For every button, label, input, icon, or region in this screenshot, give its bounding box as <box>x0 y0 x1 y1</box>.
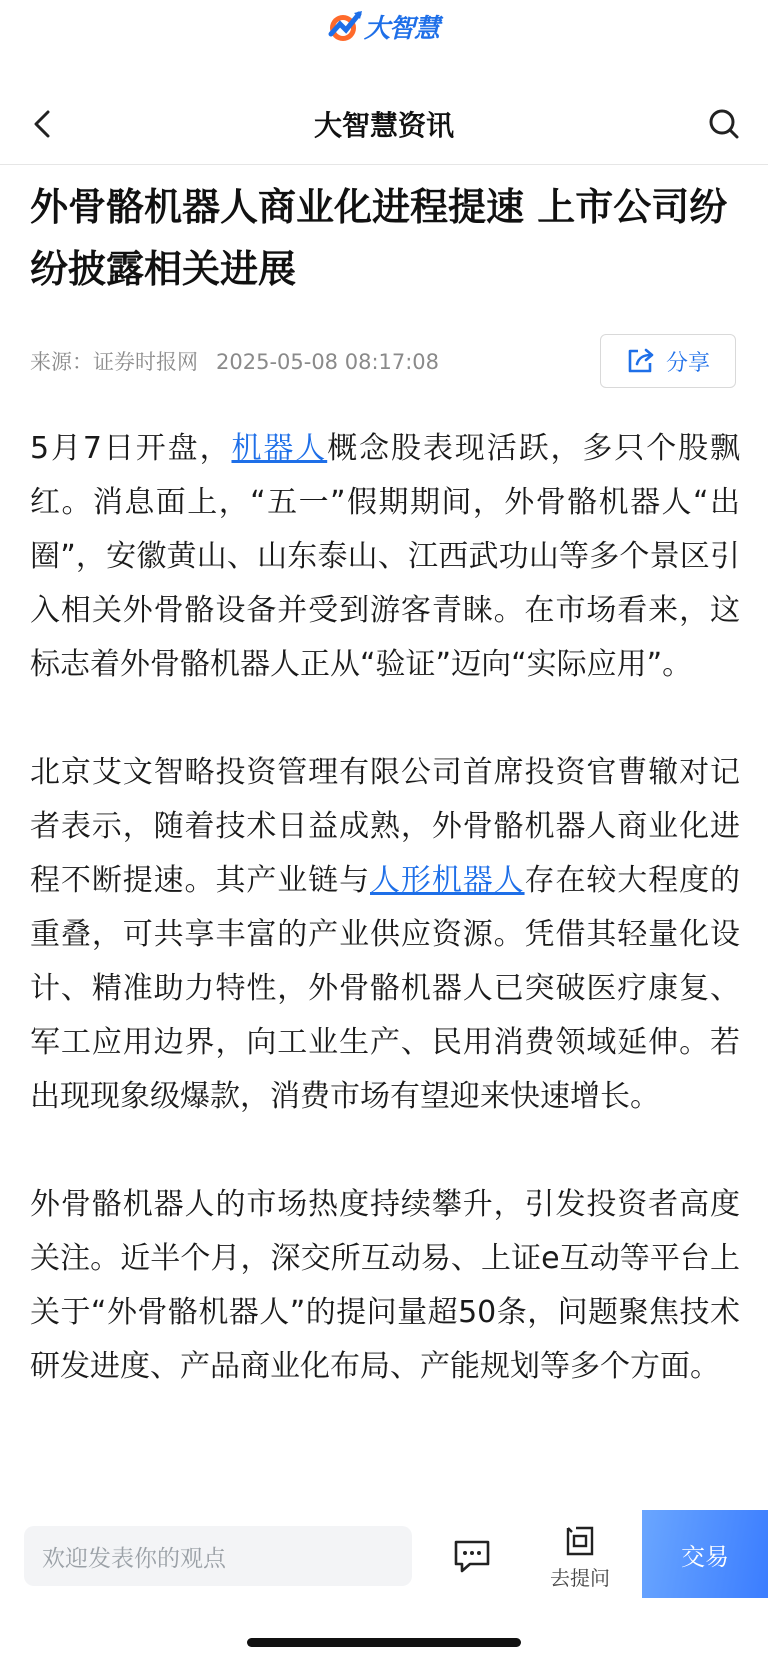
home-indicator[interactable] <box>247 1638 521 1647</box>
paragraph-1 <box>30 422 740 692</box>
brand-header <box>0 0 768 64</box>
search-icon[interactable] <box>702 102 746 146</box>
share-icon <box>626 347 656 375</box>
stock-link-robot[interactable]: 机器人 <box>231 431 328 466</box>
brand-name: 大智慧 <box>364 13 440 44</box>
ask-question-label: 去提问 <box>550 1566 610 1590</box>
comment-bubble-icon[interactable] <box>450 1534 494 1578</box>
ask-question-icon <box>562 1524 598 1558</box>
paragraph-2 <box>30 746 740 1124</box>
comment-placeholder: 欢迎发表你的观点 <box>42 1545 226 1572</box>
article-source: 来源：证券时报网 <box>30 350 198 374</box>
nav-bar <box>0 84 768 165</box>
comment-input[interactable] <box>24 1526 412 1586</box>
stock-link-humanoid-robot[interactable]: 人形机器人 <box>370 863 525 898</box>
paragraph-1-text-a: 5月7日开盘， <box>30 431 232 466</box>
trade-label: 交易 <box>681 1542 729 1571</box>
share-label: 分享 <box>665 350 710 376</box>
article-body <box>30 422 740 1448</box>
trade-button[interactable] <box>642 1510 768 1598</box>
article-datetime: 2025-05-08 08:17:08 <box>216 350 440 374</box>
brand-logo-icon <box>326 8 366 44</box>
page-title: 大智慧资讯 <box>313 109 454 142</box>
ask-question-button[interactable] <box>540 1524 620 1591</box>
brand-logo-group <box>326 8 439 44</box>
paragraph-2-text-a: 北京艾文智略投资管理有限公司首席投资官曹辙对记者表示，随着技术日益成熟，外骨骼机器人商业化进程不断提速。其产业链与 <box>30 755 740 898</box>
share-button[interactable] <box>600 334 736 388</box>
paragraph-2-text-b: 存在较大程度的重叠，可共享丰富的产业供应资源。凭借其轻量化设计、精准助力特性，外骨骼机器人已突破医疗康复、军工应用边界，向工业生产、民用消费领域延伸。若出现现象级爆款，消费市场有望迎来快速增长。 <box>30 863 741 1114</box>
article-meta <box>30 346 439 376</box>
paragraph-3: 外骨骼机器人的市场热度持续攀升，引发投资者高度关注。近半个月，深交所互动易、上证e互动等平台上关于“外骨骼机器人”的提问量超50条，问题聚焦技术研发进度、产品商业化布局、产能规划等多个方面。 <box>30 1187 740 1384</box>
article-headline: 外骨骼机器人商业化进程提速 上市公司纷纷披露相关进展 <box>30 185 728 291</box>
paragraph-1-text-b: 概念股表现活跃，多只个股飘红。消息面上，“五一”假期期间，外骨骼机器人“出圈”，安徽黄山、山东泰山、江西武功山等多个景区引入相关外骨骼设备并受到游客青睐。在市场看来，这标志着外骨骼机器人正从“验证”迈向“实际应用”。 <box>30 431 740 682</box>
bottom-action-bar <box>0 1510 768 1662</box>
